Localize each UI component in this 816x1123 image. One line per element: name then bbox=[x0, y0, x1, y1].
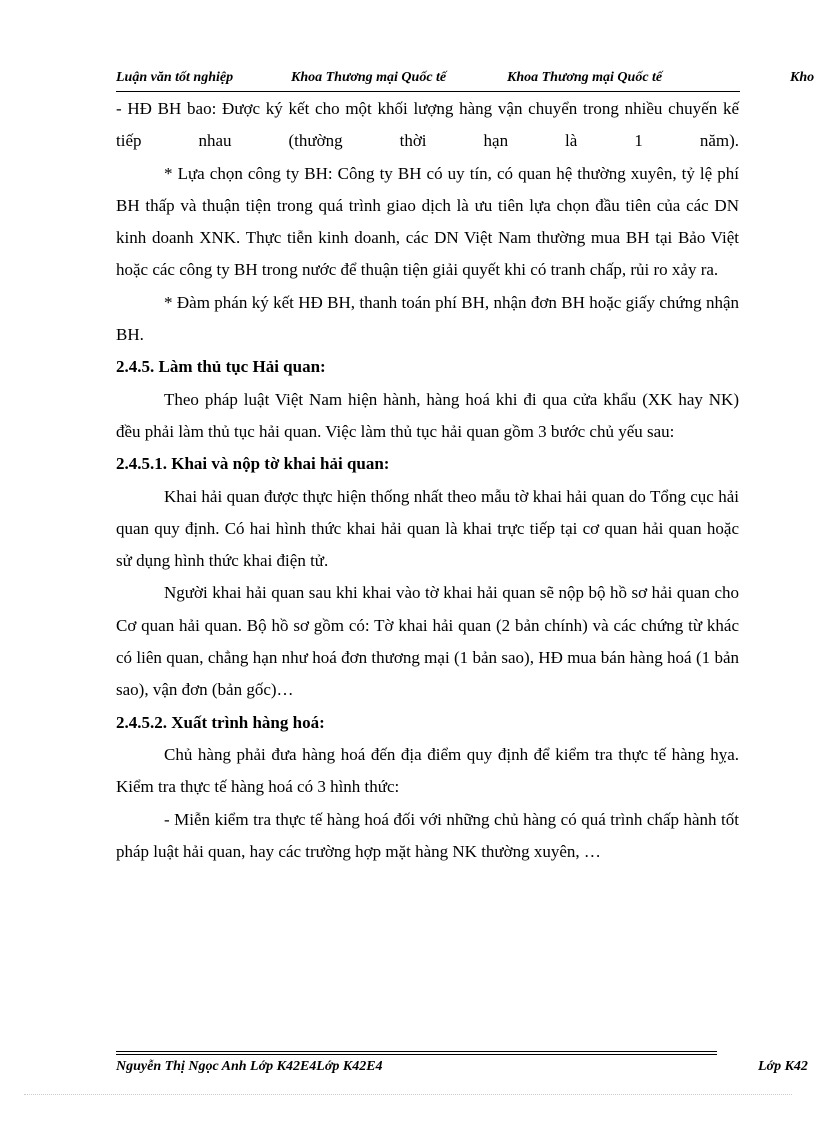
paragraph-insurer-selection: * Lựa chọn công ty BH: Công ty BH có uy tín, có quan hệ thường xuyên, tỷ lệ phí BH thấp và thuận tiện trong quá trình giao dịch là ưu tiên lựa chọn đầu tiên của các DN kinh doanh XNK. Thực tiễn kinh doanh, các DN Việt Nam thường mua BH tại Bảo Việt hoặc các công ty BH trong nước để thuận tiện giải quyết khi có tranh chấp, rủi ro xảy ra. bbox=[116, 163, 739, 280]
footer-class: Lớp K42 bbox=[758, 1059, 808, 1074]
paragraph-inspection: Chủ hàng phải đưa hàng hoá đến địa điểm quy định để kiểm tra thực tế hàng hỵa. Kiểm tra thực tế hàng hoá có 3 hình thức: bbox=[116, 744, 739, 797]
page-header bbox=[0, 70, 816, 92]
paragraph-exemption: - Miễn kiểm tra thực tế hàng hoá đối với những chủ hàng có quá trình chấp hành tốt pháp luật hải quan, hay các trường hợp mặt hàng NK thường xuyên, … bbox=[116, 809, 739, 861]
header-rule bbox=[116, 91, 740, 92]
heading-declaration: 2.4.5.1. Khai và nộp tờ khai hải quan: bbox=[116, 454, 390, 474]
document-body bbox=[116, 93, 739, 868]
page-bottom-dotted-line bbox=[24, 1094, 792, 1095]
footer-rule-bottom bbox=[116, 1054, 717, 1055]
paragraph-declaration-form: Khai hải quan được thực hiện thống nhất theo mẫu tờ khai hải quan do Tổng cục hải quan quy định. Có hai hình thức khai hải quan là khai trực tiếp tại cơ quan hải quan hoặc sử dụng hình thức khai điện tử. bbox=[116, 486, 739, 571]
footer-rule-top bbox=[116, 1051, 717, 1052]
paragraph-dossier: Người khai hải quan sau khi khai vào tờ khai hải quan sẽ nộp bộ hồ sơ hải quan cho Cơ quan hải quan. Bộ hồ sơ gồm có: Tờ khai hải quan (2 bản chính) và các chứng từ khác có liên quan, chẳng hạn như hoá đơn thương mại (1 bản sao), HĐ mua bán hàng hoá (1 bản sao), vận đơn (bản gốc)… bbox=[116, 583, 739, 700]
paragraph-customs-law: Theo pháp luật Việt Nam hiện hành, hàng hoá khi đi qua cửa khẩu (XK hay NK) đều phải làm thủ tục hải quan. Việc làm thủ tục hải quan gồm 3 bước chủ yếu sau: bbox=[116, 389, 739, 441]
paragraph-contract-type: - HĐ BH bao: Được ký kết cho một khối lượng hàng vận chuyển trong nhiều chuyến kế tiếp nhau (thường thời hạn là 1 năm). bbox=[116, 99, 739, 151]
heading-customs-procedures: 2.4.5. Làm thủ tục Hải quan: bbox=[116, 357, 326, 377]
header-faculty-1: Khoa Thương mại Quốc tế bbox=[291, 70, 447, 85]
heading-goods-presentation: 2.4.5.2. Xuất trình hàng hoá: bbox=[116, 712, 325, 732]
page-footer bbox=[0, 1059, 816, 1079]
footer-author: Nguyễn Thị Ngọc Anh Lớp K42E4Lớp K42E4 bbox=[116, 1059, 383, 1074]
header-faculty-2: Khoa Thương mại Quốc tế bbox=[507, 70, 663, 85]
paragraph-negotiation: * Đàm phán ký kết HĐ BH, thanh toán phí BH, nhận đơn BH hoặc giấy chứng nhận BH. bbox=[116, 292, 739, 345]
header-thesis-label: Luận văn tốt nghiệp bbox=[116, 70, 234, 85]
header-faculty-truncated: Kho bbox=[790, 70, 815, 85]
